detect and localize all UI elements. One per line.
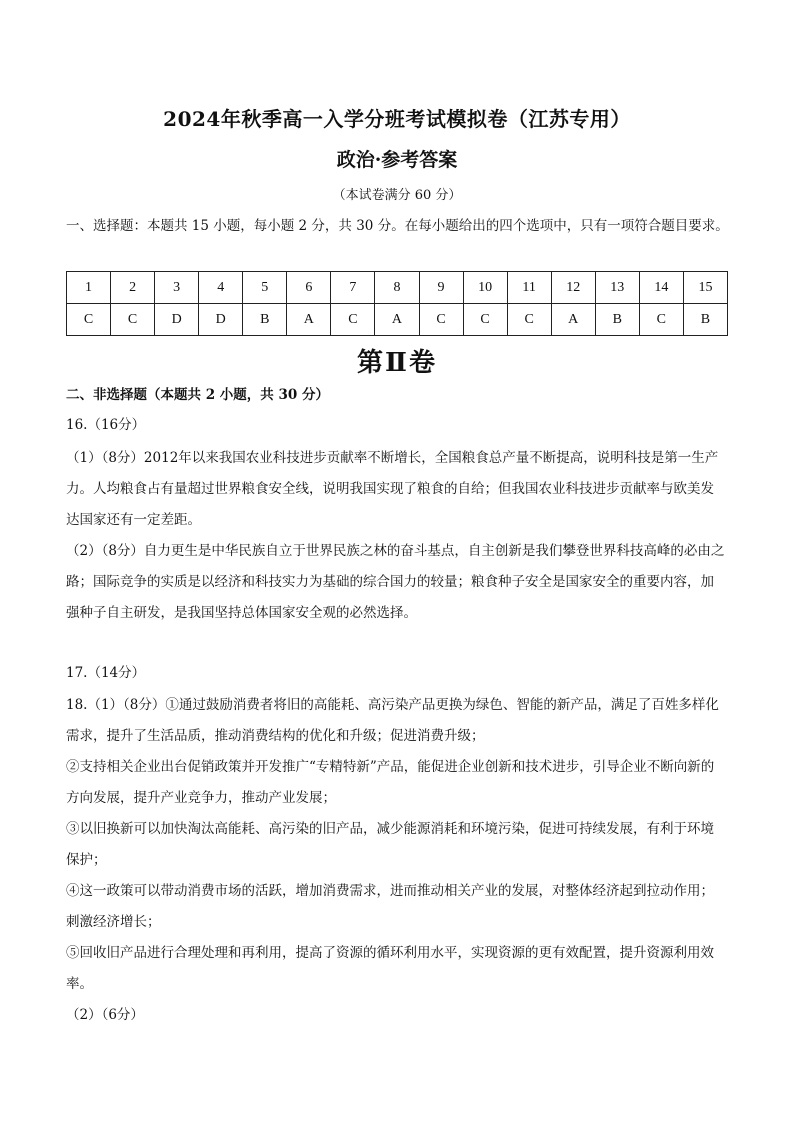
answer-cell: B xyxy=(595,304,639,336)
question-number-cell: 3 xyxy=(155,272,199,304)
question-number-cell: 15 xyxy=(683,272,727,304)
question-number-cell: 14 xyxy=(639,272,683,304)
question-number-row xyxy=(67,272,728,304)
question-number-cell: 2 xyxy=(111,272,155,304)
question-number-cell: 9 xyxy=(419,272,463,304)
section1-heading: 一、选择题：本题共 15 小题，每小题 2 分，共 30 分。在每小题给出的四个选项中，只有一项符合题目要求。 xyxy=(66,218,729,234)
answer-row xyxy=(67,304,728,336)
answer-cell: C xyxy=(639,304,683,336)
score-note: （本试卷满分 60 分） xyxy=(332,188,462,203)
question-number-cell: 7 xyxy=(331,272,375,304)
q18-answer-5: ⑤回收旧产品进行合理处理和再利用，提高了资源的循环利用水平，实现资源的更有效配置，提升资源利用效率。 xyxy=(66,945,714,992)
answer-cell: A xyxy=(287,304,331,336)
page-title: 2024年秋季高一入学分班考试模拟卷（江苏专用） xyxy=(163,107,631,131)
question-number-cell: 1 xyxy=(67,272,111,304)
answer-cell: B xyxy=(243,304,287,336)
answer-cell: C xyxy=(419,304,463,336)
q16-label: 16.（16分） xyxy=(66,417,146,433)
part2-title: 第Ⅱ卷 xyxy=(357,348,437,378)
q17-label: 17.（14分） xyxy=(66,665,146,681)
answer-cell: C xyxy=(331,304,375,336)
answer-cell: A xyxy=(375,304,419,336)
answer-cell: C xyxy=(67,304,111,336)
page-subtitle: 政治·参考答案 xyxy=(336,149,458,171)
q18-answer-3: ③以旧换新可以加快淘汰高能耗、高污染的旧产品，减少能源消耗和环境污染，促进可持续发展，有利于环境保护； xyxy=(66,821,714,868)
answer-cell: D xyxy=(199,304,243,336)
answer-table xyxy=(66,271,728,336)
q18-answer-4: ④这一政策可以带动消费市场的活跃，增加消费需求，进而推动相关产业的发展，对整体经济起到拉动作用；刺激经济增长； xyxy=(66,883,714,930)
answer-cell: D xyxy=(155,304,199,336)
answer-cell: C xyxy=(507,304,551,336)
question-number-cell: 13 xyxy=(595,272,639,304)
question-number-cell: 5 xyxy=(243,272,287,304)
q16-answer-2: （2）（8分）自力更生是中华民族自立于世界民族之林的奋斗基点，自主创新是我们攀登世界科技高峰的必由之路；国际竞争的实质是以经济和科技实力为基础的综合国力的较量；粮食种子安全是国家安全的重要内容，加强种子自主研发，是我国坚持总体国家安全观的必然选择。 xyxy=(66,543,725,621)
question-number-cell: 12 xyxy=(551,272,595,304)
question-number-cell: 6 xyxy=(287,272,331,304)
answer-cell: C xyxy=(463,304,507,336)
question-number-cell: 8 xyxy=(375,272,419,304)
question-number-cell: 4 xyxy=(199,272,243,304)
answer-cell: A xyxy=(551,304,595,336)
question-number-cell: 11 xyxy=(507,272,551,304)
q16-answer-1: （1）（8分）2012年以来我国农业科技进步贡献率不断增长，全国粮食总产量不断提高，说明科技是第一生产力。人均粮食占有量超过世界粮食安全线，说明我国实现了粮食的自给；但我国农业科技进步贡献率与欧美发达国家还有一定差距。 xyxy=(66,450,719,528)
q18-answer-1: 18.（1）（8分）①通过鼓励消费者将旧的高能耗、高污染产品更换为绿色、智能的新产品，满足了百姓多样化需求，提升了生活品质，推动消费结构的优化和升级；促进消费升级； xyxy=(66,697,719,744)
question-number-cell: 10 xyxy=(463,272,507,304)
section2-heading: 二、非选择题（本题共 2 小题，共 30 分） xyxy=(66,387,329,403)
q18-answer-2: ②支持相关企业出台促销政策并开发推广“专精特新”产品，能促进企业创新和技术进步，引导企业不断向新的方向发展，提升产业竞争力，推动产业发展； xyxy=(66,759,715,806)
answer-cell: B xyxy=(683,304,727,336)
q18-answer-6: （2）（6分） xyxy=(66,1007,144,1023)
answer-cell: C xyxy=(111,304,155,336)
